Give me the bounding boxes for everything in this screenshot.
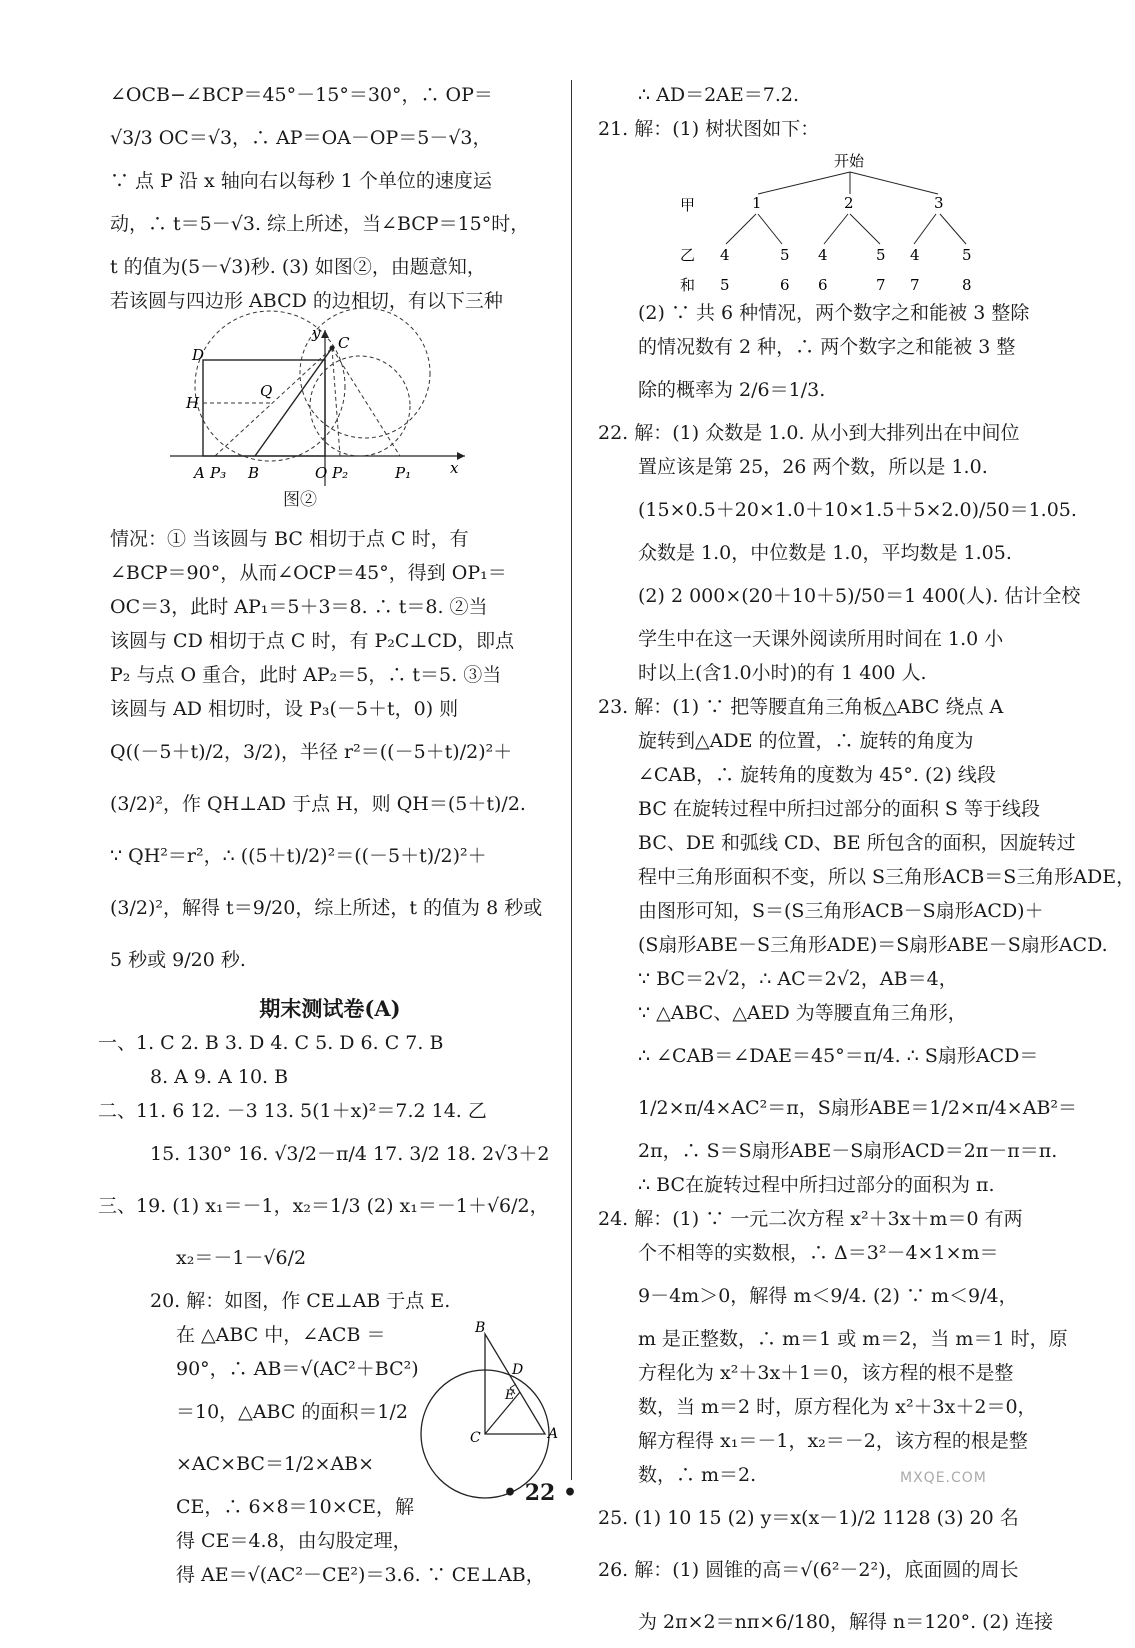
tree-l2: 5 — [962, 246, 972, 264]
text-line: 2π，∴ S＝S扇形ABE－S扇形ACD＝2π－π＝π. — [638, 1140, 1058, 1162]
text-line: 在 △ABC 中，∠ACB ＝ — [176, 1324, 386, 1346]
text-line: ∵ QH²＝r²，∴ ((5＋t)/2)²＝((－5＋t)/2)²＋ — [110, 845, 487, 867]
text-line: BC 在旋转过程中所扫过部分的面积 S 等于线段 — [638, 798, 1040, 820]
text-line: 20. 解：如图，作 CE⊥AB 于点 E. — [150, 1290, 451, 1312]
text-line: t 的值为(5－√3)秒. (3) 如图②，由题意知， — [110, 256, 486, 278]
tree-l1: 2 — [844, 194, 854, 212]
answer-line: 8. A 9. A 10. B — [150, 1066, 289, 1088]
text-line: 90°，∴ AB＝√(AC²＋BC²) — [176, 1358, 419, 1380]
text-line: 众数是 1.0，中位数是 1.0，平均数是 1.05. — [638, 542, 1012, 564]
text-line: 解方程得 x₁＝－1，x₂＝－2，该方程的根是整 — [638, 1430, 1028, 1452]
label-P3: P₃ — [210, 464, 227, 482]
text-line: 9－4m＞0，解得 m＜9/4. (2) ∵ m＜9/4， — [638, 1285, 1018, 1307]
text-line: ∵ 点 P 沿 x 轴向右以每秒 1 个单位的速度运 — [110, 170, 492, 192]
tree-sum: 6 — [818, 276, 828, 294]
tree-l2: 4 — [910, 246, 920, 264]
text-line: 1/2×π/4×AC²＝π，S扇形ABE＝1/2×π/4×AB²＝ — [638, 1097, 1078, 1119]
text-line: ×AC×BC＝1/2×AB× — [176, 1453, 375, 1475]
text-line: 该圆与 CD 相切于点 C 时，有 P₂C⊥CD，即点 — [110, 630, 515, 652]
label-B: B — [248, 464, 260, 482]
text-line: 数，当 m＝2 时，原方程化为 x²＋3x＋2＝0， — [638, 1396, 1037, 1418]
text-line: 由图形可知，S＝(S三角形ACB－S扇形ACD)＋ — [638, 900, 1044, 922]
text-line: 数，∴ m＝2. — [638, 1464, 757, 1486]
answer-line: x₂＝－1－√6/2 — [176, 1247, 307, 1269]
text-line: P₂ 与点 O 重合，此时 AP₂＝5，∴ t＝5. ③当 — [110, 664, 502, 686]
figure-2 — [110, 318, 550, 488]
text-line: 学生中在这一天课外阅读所用时间在 1.0 小 — [638, 628, 1004, 650]
text-line: ∴ AD＝2AE＝7.2. — [638, 84, 800, 106]
watermark: MXQE.COM — [900, 1470, 987, 1486]
label-x: x — [450, 459, 459, 477]
text-line: ∵ BC＝2√2，∴ AC＝2√2，AB＝4， — [638, 968, 958, 990]
text-line: 22. 解：(1) 众数是 1.0. 从小到大排列出在中间位 — [598, 422, 1020, 444]
text-line: 23. 解：(1) ∵ 把等腰直角三角板△ABC 绕点 A — [598, 696, 1004, 718]
text-line: 时以上(含1.0小时)的有 1 400 人. — [638, 662, 927, 684]
exam-title: 期末测试卷(A) — [259, 996, 401, 1021]
label-y: y — [312, 324, 321, 342]
tree-l2: 4 — [818, 246, 828, 264]
text-line: √3/3 OC＝√3，∴ AP＝OA－OP＝5－√3， — [110, 127, 492, 149]
text-line: ∠BCP＝90°，从而∠OCP＝45°，得到 OP₁＝ — [110, 562, 507, 584]
text-line: 25. (1) 10 15 (2) y＝x(x－1)/2 1128 (3) 20 名 — [598, 1507, 1019, 1529]
fig20-label-E: E — [505, 1388, 515, 1403]
text-line: ∠CAB，∴ 旋转角的度数为 45°. (2) 线段 — [638, 764, 996, 786]
text-line: (3/2)²，作 QH⊥AD 于点 H，则 QH＝(5＋t)/2. — [110, 793, 526, 815]
text-line: 21. 解：(1) 树状图如下： — [598, 118, 820, 140]
text-line: 情况：① 当该圆与 BC 相切于点 C 时，有 — [110, 528, 469, 550]
fig20-label-C: C — [470, 1430, 481, 1446]
column-divider — [571, 80, 572, 1480]
label-C: C — [338, 334, 350, 352]
text-line: CE，∴ 6×8＝10×CE，解 — [176, 1496, 415, 1518]
fig20-label-D: D — [512, 1362, 524, 1378]
tree-sum: 8 — [962, 276, 972, 294]
fig20-label-B: B — [475, 1320, 486, 1336]
text-line: 除的概率为 2/6＝1/3. — [638, 379, 826, 401]
text-line: ∠OCB−∠BCP＝45°－15°＝30°，∴ OP＝ — [110, 84, 493, 106]
question-20 — [110, 1284, 559, 1592]
label-O: O — [315, 464, 328, 482]
text-line: ∴ BC在旋转过程中所扫过部分的面积为 π. — [638, 1174, 995, 1196]
tree-l1: 3 — [934, 194, 944, 212]
text-line: 的情况数有 2 种，∴ 两个数字之和能被 3 整 — [638, 336, 1016, 358]
tree-row-label-jia: 甲 — [680, 196, 696, 214]
page-number: • 22 • — [502, 1480, 578, 1506]
label-P1: P₁ — [395, 464, 412, 482]
text-line: 程中三角形面积不变，所以 S三角形ACB＝S三角形ADE， — [638, 866, 1135, 888]
left-column — [98, 78, 559, 1592]
text-line: (S扇形ABE－S三角形ADE)＝S扇形ABE－S扇形ACD. — [638, 934, 1108, 956]
tree-l1: 1 — [752, 194, 762, 212]
tree-row-label-he: 和 — [680, 276, 696, 294]
text-line: ＝10，△ABC 的面积＝1/2 — [176, 1401, 408, 1423]
label-P2: P₂ — [332, 464, 349, 482]
answer-line: 一、1. C 2. B 3. D 4. C 5. D 6. C 7. B — [98, 1032, 444, 1054]
text-line: 该圆与 AD 相切时，设 P₃(－5＋t，0) 则 — [110, 698, 459, 720]
text-line: 旋转到△ADE 的位置，∴ 旋转的角度为 — [638, 730, 974, 752]
answer-line: 三、19. (1) x₁＝－1，x₂＝1/3 (2) x₁＝－1＋√6/2， — [98, 1195, 549, 1217]
text-line: 为 2π×2＝nπ×6/180，解得 n＝120°. (2) 连接 — [638, 1611, 1054, 1633]
fig20-label-A: A — [548, 1426, 559, 1442]
right-column — [598, 78, 1135, 1648]
tree-svg — [598, 146, 1030, 296]
tree-row-label-yi: 乙 — [680, 246, 696, 264]
text-line: (2) ∵ 共 6 种情况，两个数字之和能被 3 整除 — [638, 302, 1030, 324]
text-line: (3/2)²，解得 t＝9/20，综上所述，t 的值为 8 秒或 — [110, 897, 543, 919]
tree-diagram — [598, 146, 1030, 296]
answer-line: 二、11. 6 12. －3 13. 5(1＋x)²＝7.2 14. 乙 — [98, 1100, 487, 1122]
label-A: A — [194, 464, 205, 482]
tree-l2: 4 — [720, 246, 730, 264]
text-line: OC＝3，此时 AP₁＝5＋3＝8. ∴ t＝8. ②当 — [110, 596, 488, 618]
tree-sum: 7 — [876, 276, 886, 294]
tree-start: 开始 — [834, 152, 865, 170]
text-line: ∵ △ABC、△AED 为等腰直角三角形， — [638, 1002, 967, 1024]
tree-sum: 5 — [720, 276, 730, 294]
label-H: H — [186, 394, 200, 412]
text-line: 5 秒或 9/20 秒. — [110, 949, 246, 971]
text-line: ∴ ∠CAB＝∠DAE＝45°＝π/4. ∴ S扇形ACD＝ — [638, 1045, 1039, 1067]
text-line: (15×0.5＋20×1.0＋10×1.5＋5×2.0)/50＝1.05. — [638, 499, 1077, 521]
text-line: 26. 解：(1) 圆锥的高＝√(6²－2²)，底面圆的周长 — [598, 1559, 1019, 1581]
tree-l2: 5 — [876, 246, 886, 264]
figure-caption: 图② — [283, 490, 317, 510]
geometry-figure-svg — [110, 318, 550, 488]
text-line: Q((－5＋t)/2，3/2)，半径 r²＝((－5＋t)/2)²＋ — [110, 741, 513, 763]
text-line: 方程化为 x²＋3x＋1＝0，该方程的根不是整 — [638, 1362, 1014, 1384]
answer-line: 15. 130° 16. √3/2－π/4 17. 3/2 18. 2√3＋2 — [150, 1143, 550, 1165]
tree-l2: 5 — [780, 246, 790, 264]
text-line: 若该圆与四边形 ABCD 的边相切，有以下三种 — [110, 290, 503, 312]
text-line: BC、DE 和弧线 CD、BE 所包含的面积，因旋转过 — [638, 832, 1076, 854]
label-Q: Q — [260, 382, 273, 400]
label-D: D — [192, 346, 205, 364]
text-line: 置应该是第 25，26 两个数，所以是 1.0. — [638, 456, 988, 478]
text-line: 24. 解：(1) ∵ 一元二次方程 x²＋3x＋m＝0 有两 — [598, 1208, 1023, 1230]
text-line: 得 AE＝√(AC²－CE²)＝3.6. ∵ CE⊥AB， — [176, 1564, 545, 1586]
text-line: (2) 2 000×(20＋10＋5)/50＝1 400(人). 估计全校 — [638, 585, 1081, 607]
tree-sum: 7 — [910, 276, 920, 294]
text-line: 动，∴ t＝5－√3. 综上所述，当∠BCP＝15°时， — [110, 213, 530, 235]
text-line: 得 CE＝4.8，由勾股定理， — [176, 1530, 412, 1552]
tree-sum: 6 — [780, 276, 790, 294]
text-line: 个不相等的实数根，∴ Δ＝3²－4×1×m＝ — [638, 1242, 999, 1264]
text-line: m 是正整数，∴ m＝1 或 m＝2，当 m＝1 时，原 — [638, 1328, 1068, 1350]
